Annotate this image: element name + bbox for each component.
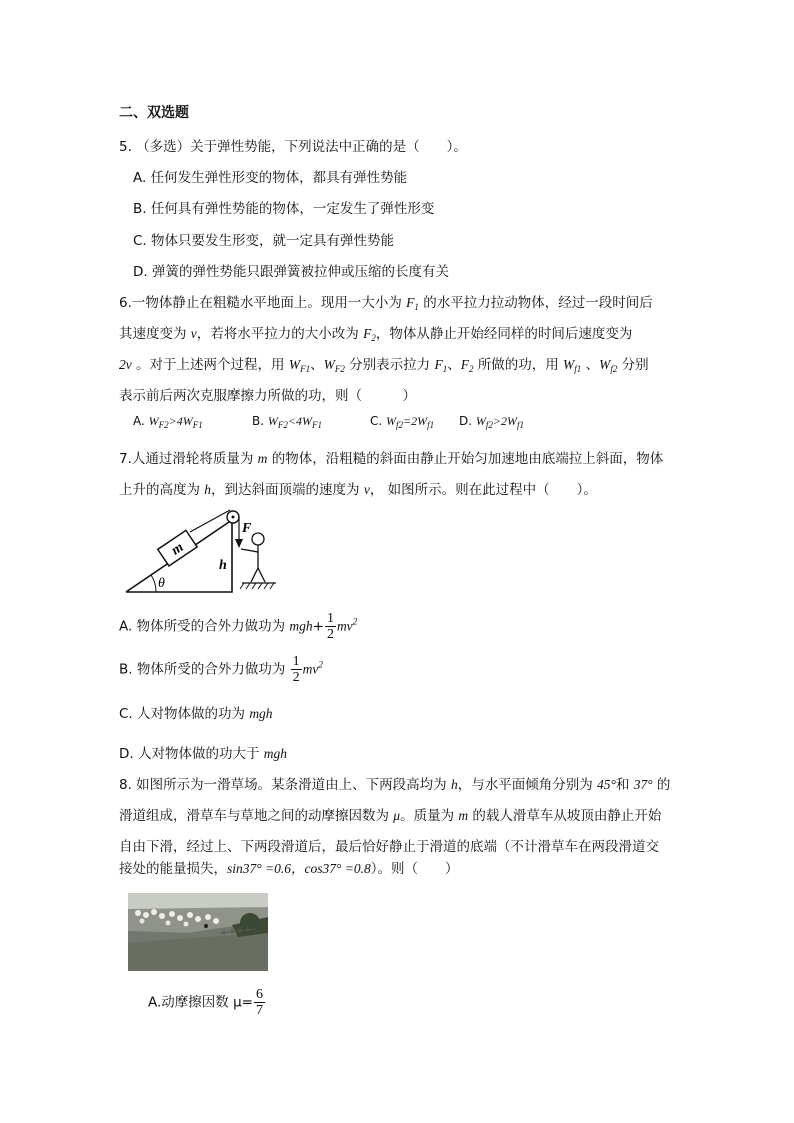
q6-option-b: B. $W_{F2}<4W_{F1}$ xyxy=(252,414,322,430)
q5-option-d: D. 弹簧的弹性势能只跟弹簧被拉伸或压缩的长度有关 xyxy=(133,264,449,280)
q8-line-3: 自由下滑，经过上、下两段滑道后，最后恰好静止于滑道的底端（不计滑草车在两段滑道交 xyxy=(119,839,659,855)
q7-option-b: B. 物体所受的合外力做功为 $\frac{1}{2}$ $mv^2$ xyxy=(119,654,323,685)
figure-label-m: m xyxy=(168,539,187,559)
figure-label-theta: θ xyxy=(158,576,165,591)
q7-option-a: A. 物体所受的合外力做功为 mgh+ $\frac{1}{2}$ $mv^2$ xyxy=(119,611,358,642)
figure-label-f: F xyxy=(242,521,252,536)
q8-line-1: 8. 如图所示为一滑草场。某条滑道由上、下两段高均为 h，与水平面倾角分别为 45°和 37° 的 xyxy=(119,777,671,793)
q8-option-a: A.动摩擦因数 μ= $\frac{6}{7}$ xyxy=(148,987,263,1018)
q7-incline-figure xyxy=(120,506,290,604)
q6-line-4: 表示前后两次克服摩擦力所做的功，则（ ） xyxy=(119,388,416,404)
q5-option-c: C. 物体只要发生形变，就一定具有弹性势能 xyxy=(133,233,395,249)
q7-option-d: D. 人对物体做的功大于 mgh xyxy=(119,746,288,762)
q7-line-1: 7.人通过滑轮将质量为 m 的物体，沿粗糙的斜面由静止开始匀加速地由底端拉上斜面，物体 xyxy=(119,451,664,467)
q6-line-2: 其速度变为 v，若将水平拉力的大小改为 $F_2$，物体从静止开始经同样的时间后速度变为 xyxy=(119,326,633,343)
grass-slope-photo xyxy=(128,893,268,971)
q6-line-3: 2v 。对于上述两个过程，用 $W_{F1}$、$W_{F2}$ 分别表示拉力 $F_1$、$F_2$ 所做的功，用 $W_{f1}$ 、$W_{f2}$ 分别 xyxy=(119,357,649,374)
q8-line-4: 接处的能量损失，sin37° =0.6，cos37° =0.8）。则（ ） xyxy=(119,861,459,877)
q5-stem: 5. （多选）关于弹性势能，下列说法中正确的是（ ）。 xyxy=(119,139,467,155)
q7-line-2: 上升的高度为 h，到达斜面顶端的速度为 v， 如图所示。则在此过程中（ ）。 xyxy=(119,482,597,498)
q5-option-b: B. 任何具有弹性势能的物体，一定发生了弹性形变 xyxy=(133,201,435,217)
q5-option-a: A. 任何发生弹性形变的物体，都具有弹性势能 xyxy=(133,170,408,186)
section-title: 二、双选题 xyxy=(119,105,189,121)
q6-option-c: C. $W_{f2}=2W_{f1}$ xyxy=(370,414,435,430)
q6-option-d: D. $W_{f2}>2W_{f1}$ xyxy=(459,414,524,430)
q6-option-a: A. $W_{F2}>4W_{F1}$ xyxy=(133,414,203,430)
q6-line-1: 6.一物体静止在粗糙水平地面上。现用一大小为 $F_1$ 的水平拉力拉动物体，经过一段时间后 xyxy=(119,295,653,312)
figure-label-h: h xyxy=(219,558,227,573)
q8-line-2: 滑道组成，滑草车与草地之间的动摩擦因数为 μ。质量为 m 的载人滑草车从坡顶由静止开始 xyxy=(119,808,662,824)
q7-option-c: C. 人对物体做的功为 mgh xyxy=(119,706,273,722)
